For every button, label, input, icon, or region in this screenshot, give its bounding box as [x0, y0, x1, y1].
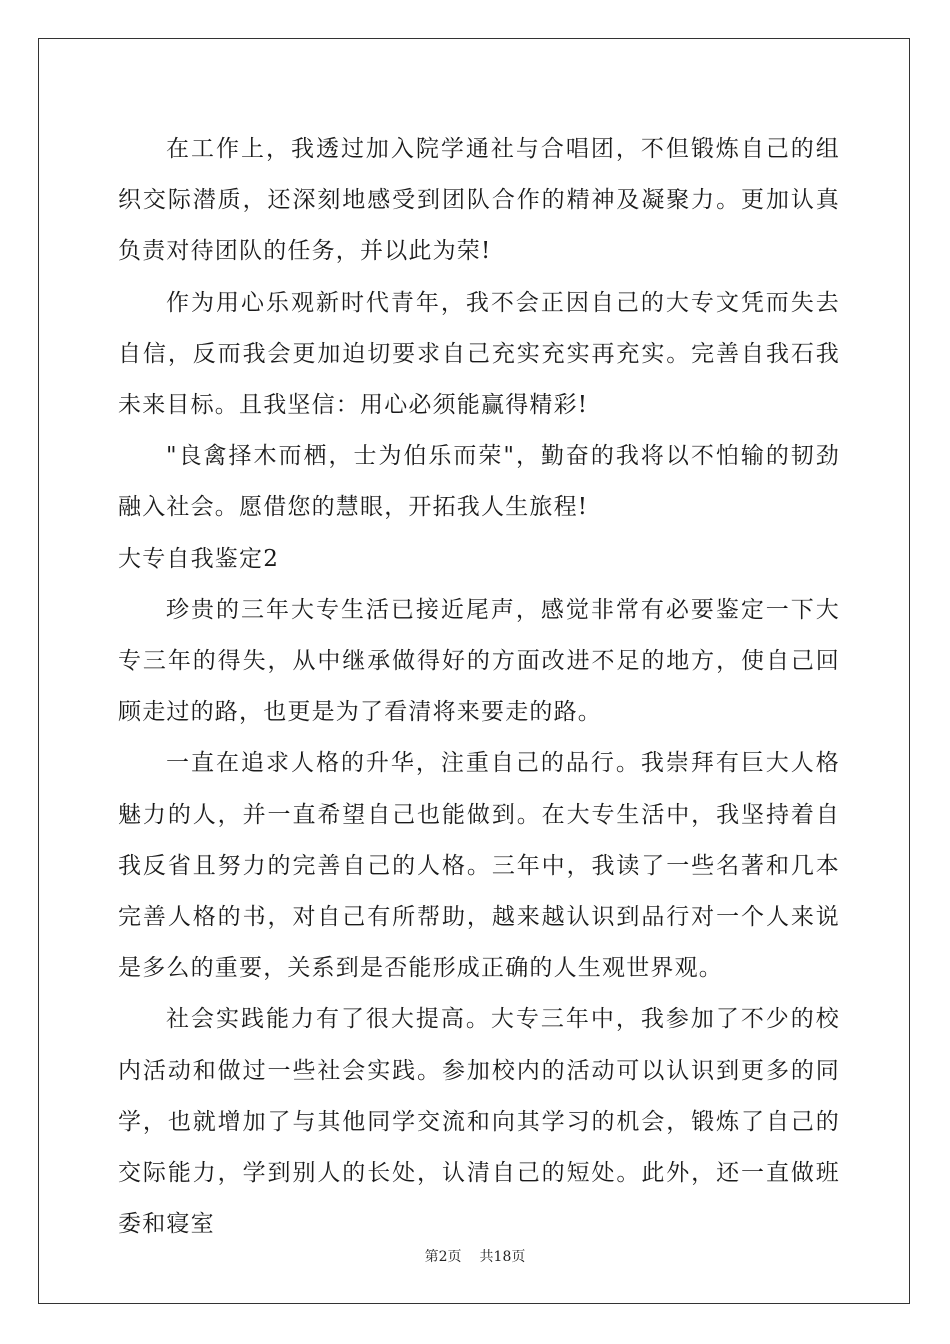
paragraph: 在工作上，我透过加入院学通社与合唱团，不但锻炼自己的组织交际潜质，还深刻地感受到团队合作的精神及凝聚力。更加认真负责对待团队的任务，并以此为荣! — [118, 136, 840, 265]
page-footer — [0, 1246, 950, 1266]
paragraph: 社会实践能力有了很大提高。大专三年中，我参加了不少的校内活动和做过一些社会实践。参加校内的活动可以认识到更多的同学，也就增加了与其他同学交流和向其学习的机会，锻炼了自己的交际能力，学到别人的长处，认清自己的短处。此外，还一直做班委和寝室 — [118, 1006, 840, 1238]
page-total: 共18页 — [479, 1249, 526, 1265]
paragraph: "良禽择木而栖，士为伯乐而荣"，勤奋的我将以不怕输的韧劲融入社会。愿借您的慧眼，开拓我人生旅程! — [118, 443, 840, 521]
paragraph: 一直在追求人格的升华，注重自己的品行。我崇拜有巨大人格魅力的人，并一直希望自己也能做到。在大专生活中，我坚持着自我反省且努力的完善自己的人格。三年中，我读了一些名著和几本完善人格的书，对自己有所帮助，越来越认识到品行对一个人来说是多么的重要，关系到是否能形成正确的人生观世界观。 — [118, 750, 840, 982]
section-heading: 大专自我鉴定2 — [118, 545, 280, 572]
page-number: 第2页 — [424, 1249, 462, 1265]
paragraph: 珍贵的三年大专生活已接近尾声，感觉非常有必要鉴定一下大专三年的得失，从中继承做得好的方面改进不足的地方，使自己回顾走过的路，也更是为了看清将来要走的路。 — [118, 596, 840, 726]
paragraph: 作为用心乐观新时代青年，我不会正因自己的大专文凭而失去自信，反而我会更加迫切要求自己充实充实再充实。完善自我石我未来目标。且我坚信：用心必须能赢得精彩! — [118, 289, 840, 419]
document-body — [118, 124, 840, 1250]
